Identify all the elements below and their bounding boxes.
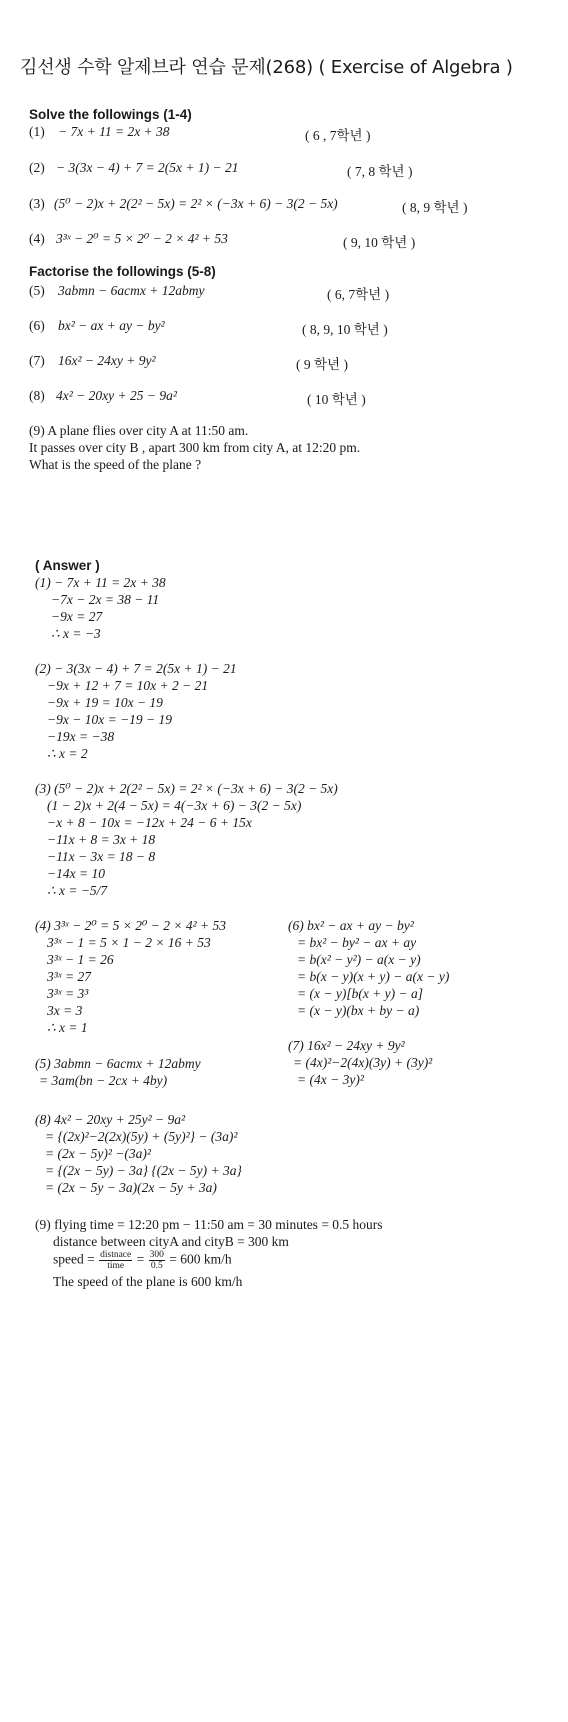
answer-3-line-3: −x + 8 − 10x = −12x + 24 − 6 + 15x [47,815,252,830]
speed-fraction-1-denominator: time [107,1261,125,1271]
answer-2-line-6: ∴ x = 2 [47,746,88,761]
speed-fraction-2 [149,1250,165,1271]
speed-fraction-2-denominator: 0.5 [150,1261,163,1271]
problem-5-grade: ( 6, 7학년 ) [327,287,390,302]
answer-9-speed-line [53,1250,232,1271]
speed-equals: = [136,1251,145,1267]
answer-4-line-5: 3³ˣ = 3³ [47,986,89,1001]
answer-6-line-6: = (x − y)(bx + by − a) [297,1003,420,1018]
problem-9-line-2: It passes over city B , apart 300 km from city A, at 12:20 pm. [29,440,361,455]
problem-7-expression: 16x² − 24xy + 9y² [58,353,156,368]
problem-4-expression: 3³ˣ − 2⁰ = 5 × 2⁰ − 2 × 4² + 53 [56,231,228,246]
answer-2-line-2: −9x + 12 + 7 = 10x + 2 − 21 [47,678,209,693]
answer-8-line-4: = {(2x − 5y) − 3a} {(2x − 5y) + 3a} [45,1163,242,1178]
problem-9-line-1: (9) A plane flies over city A at 11:50 am. [29,423,249,438]
answer-9-line-1: (9) flying time = 12:20 pm − 11:50 am = 30 minutes = 0.5 hours [35,1217,383,1232]
problem-1-grade: ( 6 , 7학년 ) [305,128,371,143]
problem-8-grade: ( 10 학년 ) [307,392,366,407]
answer-3-line-6: −14x = 10 [47,866,105,881]
answer-2-line-3: −9x + 19 = 10x − 19 [47,695,163,710]
answer-4-line-7: ∴ x = 1 [47,1020,88,1035]
answer-7-line-1: (7) 16x² − 24xy + 9y² [288,1038,405,1053]
answer-6-line-1: (6) bx² − ax + ay − by² [288,918,414,933]
answer-8-line-1: (8) 4x² − 20xy + 25y² − 9a² [35,1112,186,1127]
answer-2-line-4: −9x − 10x = −19 − 19 [47,712,173,727]
problem-3-grade: ( 8, 9 학년 ) [402,200,468,215]
speed-result: = 600 km/h [169,1251,232,1267]
problem-2-expression: − 3(3x − 4) + 7 = 2(5x + 1) − 21 [56,160,239,175]
answer-1-line-4: ∴ x = −3 [51,626,101,641]
answer-3-line-7: ∴ x = −5/7 [47,883,108,898]
answer-1-line-2: −7x − 2x = 38 − 11 [51,592,160,607]
problem-4-grade: ( 9, 10 학년 ) [343,235,416,250]
problem-7-grade: ( 9 학년 ) [296,357,348,372]
problem-8-expression: 4x² − 20xy + 25 − 9a² [56,388,177,403]
answer-8-line-5: = (2x − 5y − 3a)(2x − 5y + 3a) [45,1180,217,1195]
answer-5-line-1: (5) 3abmn − 6acmx + 12abmy [35,1056,201,1071]
answer-3-line-2: (1 − 2)x + 2(4 − 5x) = 4(−3x + 6) − 3(2 − 5x) [47,798,302,813]
answer-6-line-2: = bx² − by² − ax + ay [297,935,417,950]
problem-4-number: (4) [29,231,45,246]
answer-1-line-3: −9x = 27 [51,609,103,624]
answer-1-line-1: (1) − 7x + 11 = 2x + 38 [35,575,166,590]
answer-6-line-3: = b(x² − y²) − a(x − y) [297,952,421,967]
speed-fraction-1-numerator: distnace [100,1250,132,1260]
speed-fraction-1 [99,1250,132,1271]
problem-5-expression: 3abmn − 6acmx + 12abmy [58,283,205,298]
solve-heading: Solve the followings (1-4) [29,107,192,122]
answer-8-line-2: = {(2x)²−2(2x)(5y) + (5y)²} − (3a)² [45,1129,238,1144]
problem-9-line-3: What is the speed of the plane ? [29,457,202,472]
answer-7-line-3: = (4x − 3y)² [297,1072,364,1087]
answer-4-line-1: (4) 3³ˣ − 2⁰ = 5 × 2⁰ − 2 × 4² + 53 [35,918,227,933]
answer-7-line-2: = (4x)²−2(4x)(3y) + (3y)² [293,1055,433,1070]
problem-2-number: (2) [29,160,45,175]
problem-1-expression: − 7x + 11 = 2x + 38 [58,124,170,139]
answer-4-line-3: 3³ˣ − 1 = 26 [47,952,114,967]
answer-4-line-6: 3x = 3 [47,1003,83,1018]
problem-7-number: (7) [29,353,45,368]
answer-3-line-5: −11x − 3x = 18 − 8 [47,849,156,864]
factor-heading: Factorise the followings (5-8) [29,264,216,279]
answer-8-line-3: = (2x − 5y)² −(3a)² [45,1146,151,1161]
problem-5-number: (5) [29,283,45,298]
problem-3-number: (3) [29,196,45,211]
answer-6-line-4: = b(x − y)(x + y) − a(x − y) [297,969,450,984]
speed-label: speed = [53,1251,95,1267]
answer-6-line-5: = (x − y)[b(x + y) − a] [297,986,424,1001]
answer-5-line-2: = 3am(bn − 2cx + 4by) [39,1073,168,1088]
problem-8-number: (8) [29,388,45,403]
speed-fraction-2-numerator: 300 [149,1250,164,1260]
problem-6-grade: ( 8, 9, 10 학년 ) [302,322,388,337]
problem-3-expression: (5⁰ − 2)x + 2(2² − 5x) = 2² × (−3x + 6) − 3(2 − 5x) [54,196,338,211]
answer-2-line-5: −19x = −38 [47,729,115,744]
answer-9-line-2: distance between cityA and cityB = 300 km [53,1234,289,1249]
problem-6-number: (6) [29,318,45,333]
problem-6-expression: bx² − ax + ay − by² [58,318,165,333]
answer-3-line-1: (3) (5⁰ − 2)x + 2(2² − 5x) = 2² × (−3x + 6) − 3(2 − 5x) [35,781,338,796]
answer-2-line-1: (2) − 3(3x − 4) + 7 = 2(5x + 1) − 21 [35,661,237,676]
answer-heading: ( Answer ) [35,558,100,573]
problem-2-grade: ( 7, 8 학년 ) [347,164,413,179]
answer-9-conclusion: The speed of the plane is 600 km/h [53,1274,243,1289]
answer-4-line-2: 3³ˣ − 1 = 5 × 1 − 2 × 16 + 53 [47,935,211,950]
page-title: 김선생 수학 알제브라 연습 문제(268) ( Exercise of Algebra ) [20,57,513,78]
problem-1-number: (1) [29,124,45,139]
answer-3-line-4: −11x + 8 = 3x + 18 [47,832,156,847]
answer-4-line-4: 3³ˣ = 27 [47,969,91,984]
